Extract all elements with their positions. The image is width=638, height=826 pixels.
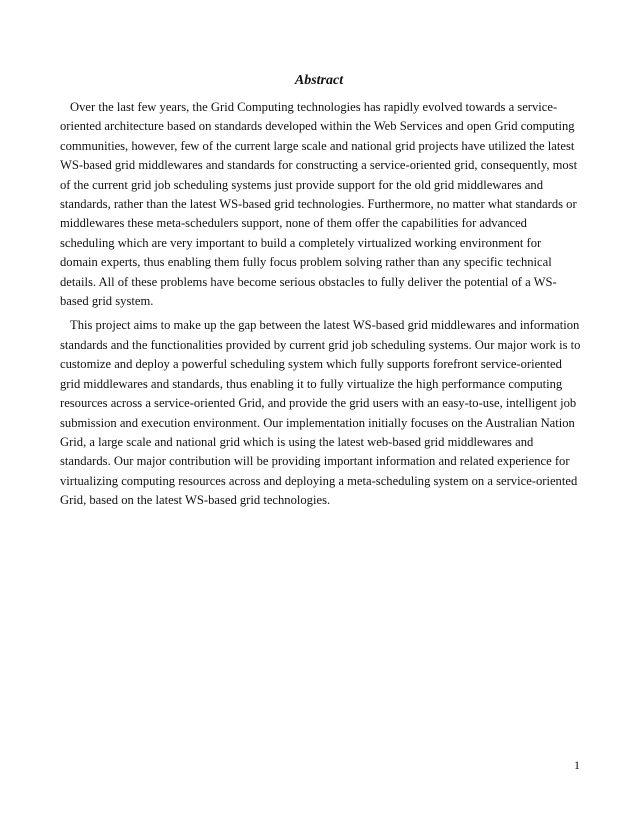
abstract-heading: Abstract (294, 73, 344, 88)
abstract-paragraph-2: This project aims to make up the gap between the latest WS-based grid middlewares and information standards and the functionalities provided by current grid job scheduling systems. Our major work is to customize and deploy a powerful scheduling system which fully supports forefront service-oriented grid middlewares and standards, thus enabling it to fully virtualize the high performance computing resources across a service-oriented Grid, and provide the grid users with an easy-to-use, intelligent job submission and execution environment. Our implementation initially focuses on the Australian Nation Grid, a large scale and national grid which is using the latest web-based grid middlewares and standards. Our major contribution will be providing important information and related experience for virtualizing computing resources across and deploying a meta-scheduling system on a service-oriented Grid, based on the latest WS-based grid technologies. (60, 318, 581, 508)
page-number: 1 (574, 758, 580, 772)
abstract-body (60, 98, 582, 511)
abstract-paragraph-1: Over the last few years, the Grid Computing technologies has rapidly evolved towards a service-oriented architecture based on standards developed within the Web Services and open Grid computing communities, however, few of the current large scale and national grid projects have utilized the latest WS-based grid middlewares and standards for constructing a service-oriented grid, consequently, most of the current grid job scheduling systems just provide support for the old grid middlewares and standards, rather than the latest WS-based grid technologies. Furthermore, no matter what standards or middlewares these meta-schedulers support, none of them offer the capabilities for advanced scheduling which are very important to build a completely virtualized working environment for domain experts, thus enabling them fully focus problem solving rather than any specific technical details. All of these problems have become serious obstacles to fully deliver the potential of a WS-based grid system. (60, 100, 578, 309)
